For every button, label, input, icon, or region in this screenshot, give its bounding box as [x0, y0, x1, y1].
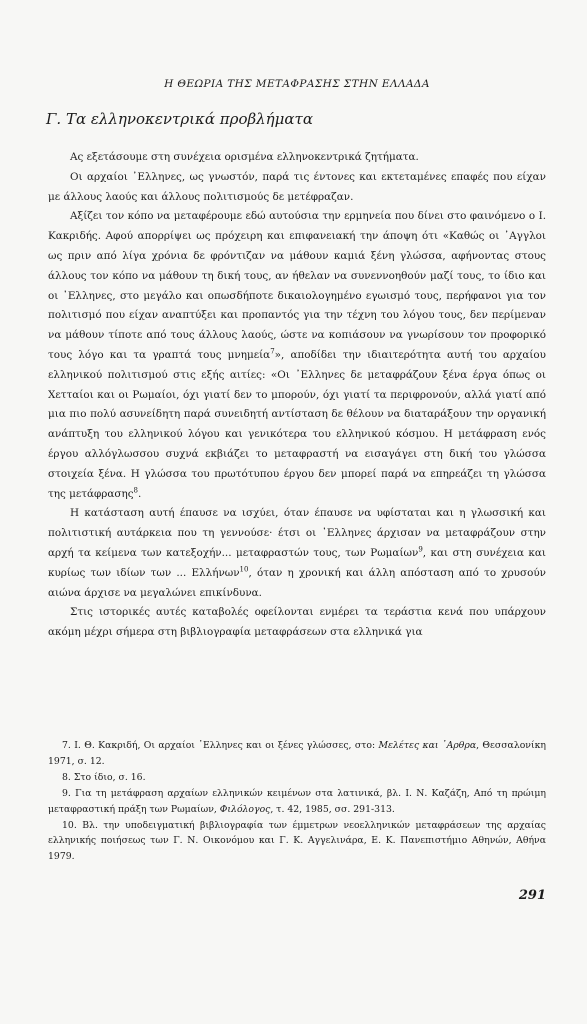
footnote-9-part-a: 9. Για τη μετάφραση αρχαίων ελληνικών κειμένων στα λατινικά, βλ. Ι. Ν. Καζάζη, Από τη πρώιμη μεταφραστική πράξη των Ρωμαίων, — [48, 787, 546, 815]
page-number: 291 — [518, 888, 546, 903]
footnote-ref-8: 8 — [133, 486, 139, 495]
footnote-8: 8. Στο ίδιο, σ. 16. — [62, 771, 146, 783]
footnote-ref-7: 7 — [270, 347, 275, 356]
section-title: Γ. Τα ελληνοκεντρικά προβλήματα — [46, 110, 313, 128]
paragraph-3-part-c: . — [138, 487, 142, 500]
footnote-9-part-b: , τ. 42, 1985, σσ. 291-313. — [270, 803, 395, 815]
footnote-7-title: Μελέτες και ᾽Αρθρα — [378, 740, 477, 751]
body-text — [48, 148, 546, 643]
paragraph-5: Στις ιστορικές αυτές καταβολές οφείλονται ενμέρει τα τεράστια κενά που υπάρχουν ακόμη μέχρι σήμερα στη βιβλιογραφία μεταφράσεων στα ελληνικά για — [48, 606, 546, 639]
paragraph-3-part-b: », αποδίδει την ιδιαιτερότητα αυτή του αρχαίου ελληνικού πολιτισμού στις εξής αιτίες: «Οι ᾽Ελληνες δε μεταφράζουν ξένα έργα όπως οι Χετταίοι και οι Ρωμαίοι, όχι γιατί δεν το μπορούν, όχι γιατί τα περιφρονούν, αλλά γιατί από μια πιο πολύ ασυνείδητη παρά συνειδητή αντίσταση δε θέλουν να διαταράξουν την οργανική ανάπτυξη του ελληνικού λόγου και γενικότερα του ελληνικού κόσμου. Η μετάφραση ενός έργου αλλόγλωσσου συχνά εκβιάζει το μεταφραστή να εισαγάγει στη δική του γλώσσα στοιχεία ξένα. Η γλώσσα του πρωτότυπου έργου δεν μπορεί παρά να επηρεάζει τη γλώσσα της μετάφρασης — [48, 348, 546, 500]
footnote-7-part-b: , Θεσσαλονίκη 1971, σ. 12. — [48, 740, 546, 767]
paragraph-4 — [48, 504, 546, 603]
footnote-7 — [48, 738, 546, 770]
footnote-ref-10: 10 — [239, 565, 249, 574]
paragraph-4-part-b: , και στη συνέχεια και κυρίως των ιδίων των ... Ελλήνων — [48, 546, 546, 579]
paragraph-4-part-a: Η κατάσταση αυτή έπαυσε να ισχύει, όταν έπαυσε να υφίσταται και η γλωσσική και πολιτιστική αυτάρκεια που τη γεννούσε· έτσι οι ᾽Ελληνες άρχισαν να μεταφράζουν στην αρχή τα κείμενα των κατεξοχήν... μεταφραστών τους, των Ρωμαίων — [48, 507, 546, 559]
footnote-9-journal: Φιλόλογος — [219, 803, 271, 815]
paragraph-3 — [48, 207, 546, 504]
paragraph-2: Οι αρχαίοι ᾽Ελληνες, ως γνωστόν, παρά τις έντονες και εκτεταμένες επαφές που είχαν με άλλους λαούς και άλλους πολιτισμούς δε μετέφραζαν. — [48, 170, 546, 203]
footnote-10: 10. Βλ. την υποδειγματική βιβλιογραφία των έμμετρων νεοελληνικών μεταφράσεων της αρχαίας ελληνικής ποιήσεως των Γ. Ν. Οικονόμου και Γ. Κ. Αγγελινάρα, Ε. Κ. Πανεπιστήμιο Αθηνών, Αθήνα 1979. — [48, 819, 546, 863]
book-page — [48, 0, 546, 1024]
footnote-ref-9: 9 — [418, 545, 423, 554]
running-header: Η ΘΕΩΡΙΑ ΤΗΣ ΜΕΤΑΦΡΑΣΗΣ ΣΤΗΝ ΕΛΛΑΔΑ — [164, 78, 430, 90]
footnotes — [48, 738, 546, 865]
paragraph-4-part-c: , όταν η χρονική και άλλη απόσταση από το χρυσούν αιώνα άρχισε να μεγαλώνει επικίνδυνα. — [48, 566, 546, 599]
footnote-9 — [48, 786, 546, 818]
paragraph-3-part-a: Αξίζει τον κόπο να μεταφέρουμε εδώ αυτούσια την ερμηνεία που δίνει στο φαινόμενο ο Ι. Κακριδής. Αφού απορρίψει ως πρόχειρη και επιφανειακή την άποψη ότι «Καθώς οι ᾽Αγγλοι ως πριν από λίγα χρόνια δε φρόντιζαν να μάθουν καμιά ξένη γλώσσα, αφήνοντας στους άλλους τον κόπο να μάθουν τη δική τους, αν ήθελαν να συνεννοηθούν μαζί τους, το ίδιο και οι ᾽Ελληνες, στο μεγάλο και οπωσδήποτε δικαιολογημένο εγωισμό τους, περήφανοι για τον πολιτισμό που είχαν αναπτύξει και προπαντός για την τέχνη του λόγου τους, δεν περίμεναν να μάθουν τίποτε από τους άλλους λαούς, ώστε να κοπιάσουν να γνωρίσουν τον προφορικό τους λόγο και τα γραπτά τους μνημεία — [48, 210, 546, 361]
paragraph-1: Ας εξετάσουμε στη συνέχεια ορισμένα ελληνοκεντρικά ζητήματα. — [70, 151, 419, 163]
footnote-7-part-a: 7. Ι. Θ. Κακριδή, Οι αρχαίοι ᾽Ελληνες και οι ξένες γλώσσες, στο: — [62, 740, 379, 751]
